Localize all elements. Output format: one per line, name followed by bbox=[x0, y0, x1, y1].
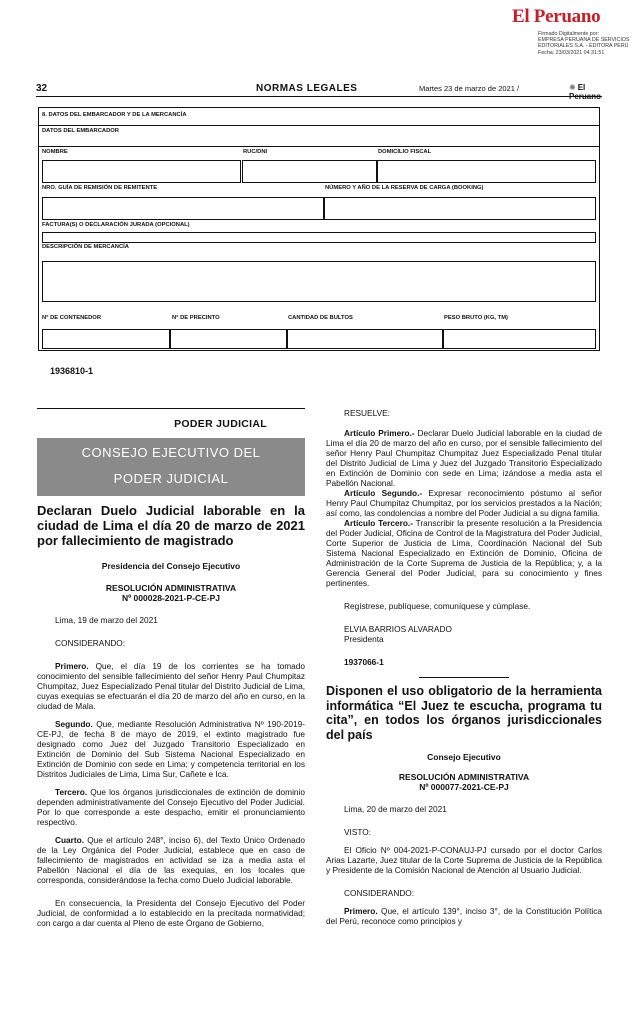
paragraph-text: Que el artículo 248°, inciso 6), del Texto Único Ordenado de la Ley Orgánica del Poder Judicial, establece que en caso de fallecimiento de magistrados en actividad se iza a media asta el Pabellón Nacional el día de las exequias, en los locales que corresponda, considerándose la fecha como Duelo Judicial laborable. bbox=[37, 835, 305, 885]
issuer: Presidencia del Consejo Ejecutivo bbox=[101, 561, 241, 571]
packages-field[interactable] bbox=[287, 329, 443, 349]
invoice-field[interactable] bbox=[42, 232, 596, 243]
name-label: NOMBRE bbox=[42, 149, 68, 155]
weight-field[interactable] bbox=[443, 329, 596, 349]
booking-label: NÚMERO Y AÑO DE LA RESERVA DE CARGA (BOOKING) bbox=[325, 185, 484, 191]
header-date: Martes 23 de marzo de 2021 / bbox=[419, 84, 520, 93]
publication-reference: 1937066-1 bbox=[344, 657, 384, 667]
paragraph-lead: Primero. bbox=[344, 906, 378, 916]
shipper-label: DATOS DEL EMBARCADOR bbox=[42, 128, 119, 134]
name-field[interactable] bbox=[42, 160, 241, 183]
article-title: Declaran Duelo Judicial laborable en la ciudad de Lima el día 20 de marzo de 2021 por fallecimiento de magistrado bbox=[37, 503, 305, 548]
article bbox=[326, 518, 602, 588]
paragraph-text: Que los órganos jurisdiccionales de extinción de dominio dependen administrativamente del Consejo Ejecutivo del Poder Judicial. Por lo que corresponde a este despacho, emitir el pronunciamiento respectivo. bbox=[37, 787, 305, 827]
considering-heading: CONSIDERANDO: bbox=[344, 888, 415, 898]
place-date: Lima, 19 de marzo del 2021 bbox=[55, 615, 158, 625]
paragraph bbox=[37, 787, 305, 827]
considering-heading: CONSIDERANDO: bbox=[55, 638, 126, 648]
signature-line: Fecha: 23/03/2021 04:31:51 bbox=[538, 49, 605, 56]
paragraph bbox=[37, 835, 305, 885]
paragraph bbox=[37, 661, 305, 711]
signer-role: Presidenta bbox=[344, 634, 384, 644]
seen-heading: VISTO: bbox=[344, 827, 372, 837]
weight-label: PESO BRUTO (KG, TM) bbox=[444, 315, 508, 321]
paragraph-lead: Primero. bbox=[55, 661, 89, 671]
guide-field[interactable] bbox=[42, 197, 324, 220]
signature-line: Firmado Digitalmente por: bbox=[538, 31, 599, 37]
paragraph-text: Que, el artículo 139°, inciso 3°, de la Constitución Política del Perú, reconoce como principios y bbox=[326, 906, 602, 926]
right-column bbox=[326, 408, 602, 926]
article-text: Expresar reconocimiento póstumo al señor Henry Paul Chumpitaz Chumpitaz, por los servicios prestados a la Nación; así como, las condolencias a nombre del Poder Judicial a su digna familia. bbox=[326, 488, 602, 518]
publisher-logo: El Peruano bbox=[512, 6, 601, 27]
ruc-field[interactable] bbox=[242, 160, 377, 183]
goods-label: DESCRIPCIÓN DE MERCANCÍA bbox=[42, 244, 129, 250]
article bbox=[326, 488, 602, 518]
goods-field[interactable] bbox=[42, 261, 596, 302]
booking-field[interactable] bbox=[324, 197, 596, 220]
resolution-number: Nº 000077-2021-CE-PJ bbox=[419, 782, 509, 792]
signer-name: ELVIA BARRIOS ALVARADO bbox=[344, 624, 452, 634]
council-banner-line: PODER JUDICIAL bbox=[113, 471, 229, 486]
packages-label: CANTIDAD DE BULTOS bbox=[288, 315, 353, 321]
article-text: Transcribir la presente resolución a la Presidencia del Poder Judicial, Oficina de Control de la Magistratura del Poder Judicial, Corte Superior de Justicia de Lima, Coordinación Nacional del Sub Sistema Nacional Especializado en Extinción de Dominio, Oficina de Administración de la Corte Suprema de Justicia de la República; y, a la Gerencia General del Poder Judicial, para su conocimiento y fines pertinentes. bbox=[326, 518, 602, 588]
article-lead: Artículo Primero.- bbox=[344, 428, 415, 438]
invoice-label: FACTURA(S) O DECLARACIÓN JURADA (OPCIONAL) bbox=[42, 222, 190, 228]
container-field[interactable] bbox=[42, 329, 170, 349]
signature-line: EMPRESA PERUANA DE SERVICIOS bbox=[538, 37, 630, 44]
header-publication bbox=[569, 83, 602, 101]
article-title: Disponen el uso obligatorio de la herramienta informática “El Juez te escucha, programa tu cita”, en todos los órganos jurisdiccionales del país bbox=[326, 684, 602, 742]
issuer: Consejo Ejecutivo bbox=[427, 752, 501, 762]
paragraph: El Oficio Nº 004-2021-P-CONAUJ-PJ cursado por el doctor Carlos Arias Lazarte, Juez titular de la Corte Suprema de Justicia de la República y Presidente de la Comisión Nacional de Atención al Usuario Judicial. bbox=[326, 845, 602, 875]
page-header bbox=[36, 83, 602, 101]
council-banner-line: CONSEJO EJECUTIVO DEL bbox=[81, 445, 261, 460]
resolves-heading: RESUELVE: bbox=[344, 408, 390, 418]
ruc-label: RUC/DNI bbox=[243, 149, 268, 155]
seal-label: N° DE PRECINTO bbox=[172, 315, 220, 321]
page-number: 32 bbox=[36, 83, 48, 94]
council-banner bbox=[37, 438, 305, 496]
place-date: Lima, 20 de marzo del 2021 bbox=[344, 804, 447, 814]
closing-formula: Regístrese, publíquese, comuníquese y cúmplase. bbox=[344, 601, 531, 611]
paragraph bbox=[326, 906, 602, 926]
paragraph-text: Que, mediante Resolución Administrativa Nº 190-2019-CE-PJ, de fecha 8 de mayo de 2019, el extinto magistrado fue designado como Juez del Juzgado Transitorio Especializado en Extinción de Dominio del Sub Sistema Nacional Especializado en Extinción de Dominio con sede en Lima; y competencia territorial en los Distritos Judiciales de Lima, Lima Sur, Cañete e Ica. bbox=[37, 719, 305, 779]
header-publication-name: El Peruano bbox=[569, 83, 602, 101]
shipper-form bbox=[38, 107, 600, 351]
resolution-title: RESOLUCIÓN ADMINISTRATIVA bbox=[105, 583, 237, 593]
article-text: Declarar Duelo Judicial laborable en la ciudad de Lima el día 20 de marzo del año en curso, por el sensible fallecimiento del señor Henry Paul Chumpitaz Chumpitaz Juez Especializado Penal titular del Distrito Judicial de Lima y Juez del Juzgado Transitorio Especializado en Extinción de Dominio con sede en Lima; izándose a media asta el Pabellón Nacional. bbox=[326, 428, 602, 488]
signature-line: EDITORIALES S.A. - EDITORA PERU bbox=[538, 43, 629, 50]
article bbox=[326, 428, 602, 488]
paragraph: En consecuencia, la Presidenta del Consejo Ejecutivo del Poder Judicial, de conformidad a lo establecido en la precitada normatividad; con cargo a dar cuenta al Pleno de este Órgano de Gobierno, bbox=[37, 898, 305, 928]
publication-reference: 1936810-1 bbox=[50, 366, 94, 376]
section-title: NORMAS LEGALES bbox=[256, 83, 358, 94]
article-lead: Artículo Tercero.- bbox=[344, 518, 413, 528]
address-label: DOMICILIO FISCAL bbox=[378, 149, 432, 155]
paragraph-lead: Cuarto. bbox=[55, 835, 85, 845]
container-label: N° DE CONTENEDOR bbox=[42, 315, 102, 321]
digital-signature bbox=[538, 31, 640, 56]
resolution-title: RESOLUCIÓN ADMINISTRATIVA bbox=[398, 772, 530, 782]
paragraph-lead: Segundo. bbox=[55, 719, 93, 729]
guide-label: NRO. GUÍA DE REMISIÓN DE REMITENTE bbox=[42, 185, 158, 191]
paragraph-text: Que, el día 19 de los corrientes se ha tomado conocimiento del sensible fallecimiento del señor Henry Paul Chumpitaz Chumpitaz, Juez Especializado Penal titular del Distrito Judicial de Lima, cuyas exequias se efectuarán el día 20 de marzo del año en curso, en la ciudad de Mala. bbox=[37, 661, 305, 711]
address-field[interactable] bbox=[377, 160, 596, 183]
article-lead: Artículo Segundo.- bbox=[344, 488, 423, 498]
paragraph-lead: Tercero. bbox=[55, 787, 88, 797]
resolution-number: Nº 000028-2021-P-CE-PJ bbox=[121, 593, 221, 603]
paragraph bbox=[37, 719, 305, 779]
left-column bbox=[37, 408, 305, 928]
divider bbox=[419, 677, 509, 678]
divider bbox=[39, 146, 599, 147]
divider bbox=[39, 125, 599, 126]
institution-heading: PODER JUDICIAL bbox=[174, 418, 267, 430]
seal-field[interactable] bbox=[170, 329, 287, 349]
emblem-icon: ✺ bbox=[569, 83, 576, 92]
form-section-title: 8. DATOS DEL EMBARCADOR Y DE LA MERCANCÍA bbox=[42, 112, 187, 118]
